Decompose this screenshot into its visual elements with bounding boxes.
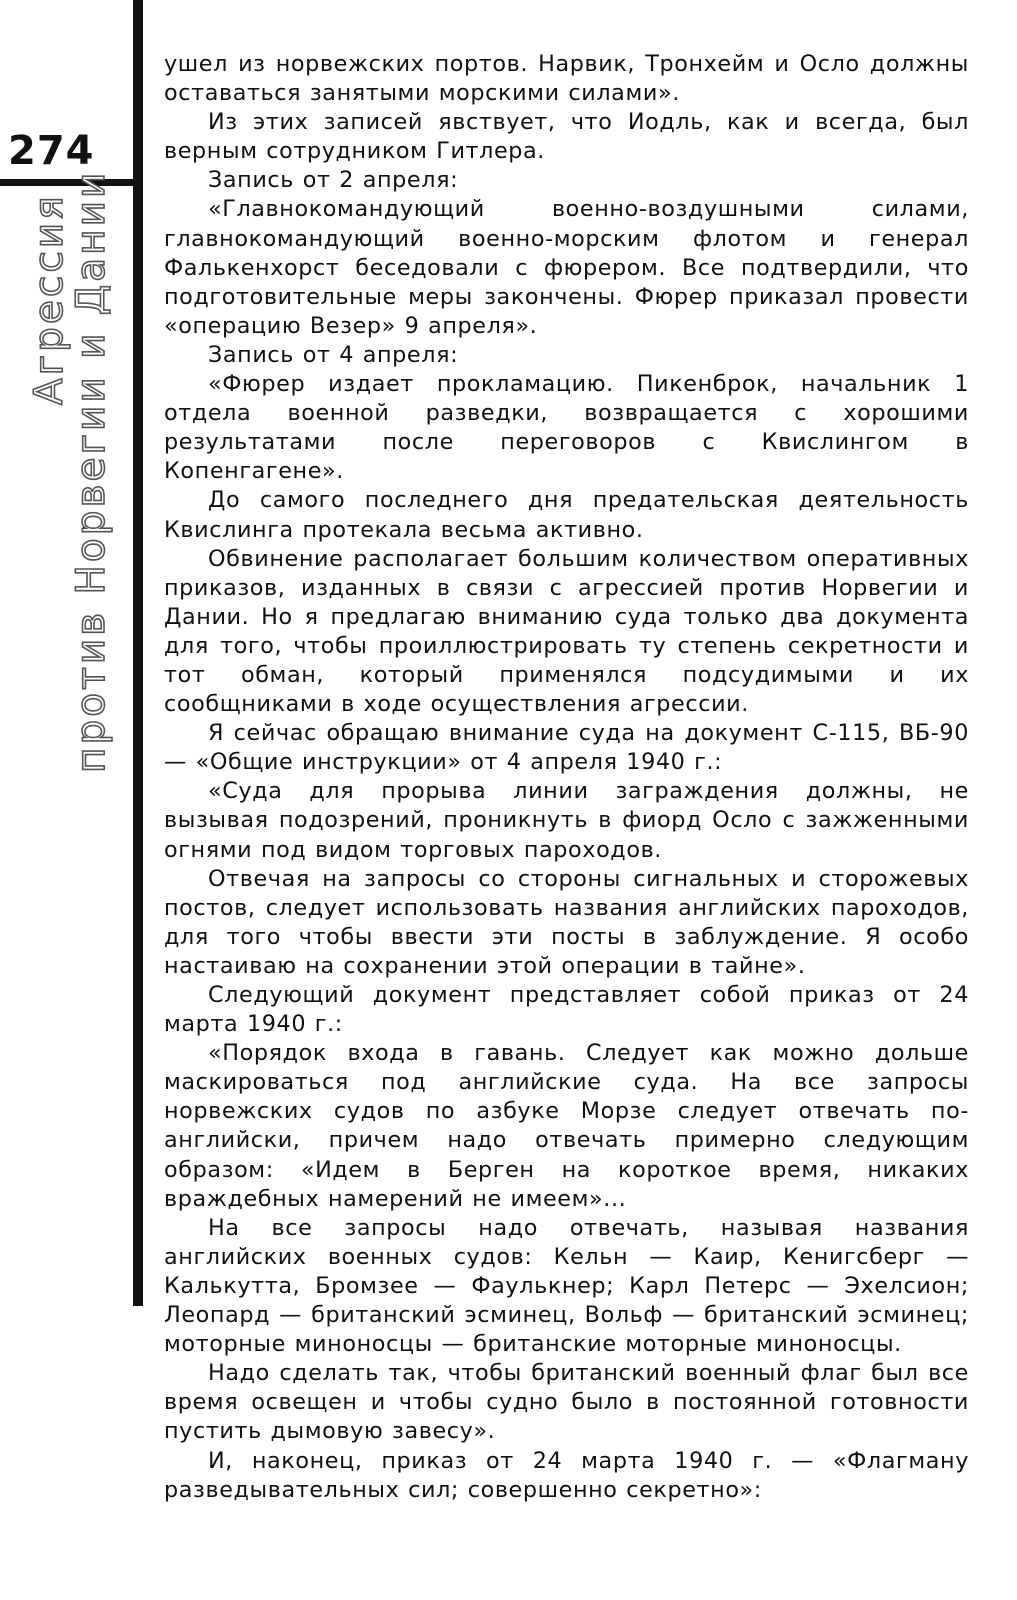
page-number: 274 — [8, 128, 95, 174]
paragraph: До самого последнего дня предательская деятельность Квислинга протекала весьма активно. — [164, 487, 969, 543]
running-head-line2: против Норвегии и Дании — [69, 169, 114, 773]
paragraph: «Фюрер издает прокламацию. Пикенброк, начальник 1 отдела военной разведки, возвращается с хорошими результатами после переговоров с Квислингом в Копенгагене». — [164, 371, 969, 485]
paragraph: «Порядок входа в гавань. Следует как можно дольше маскироваться под английские суда. На все запросы норвежских судов по азбуке Морзе следует отвечать по-английски, причем надо отвечать примерно следующим образом: «Идем в Берген на короткое время, никаких враждебных намерений не имеем»... — [164, 1040, 969, 1212]
body-text — [164, 50, 969, 1505]
paragraph: Из этих записей явствует, что Иодль, как и всегда, был верным сотрудником Гитлера. — [164, 109, 969, 165]
paragraph: Надо сделать так, чтобы британский военный флаг был все время освещен и чтобы судно было в постоянной готовности пустить дымовую завесу». — [164, 1360, 969, 1445]
paragraph: Я сейчас обращаю внимание суда на документ С-115, ВБ-90 — «Общие инструкции» от 4 апреля 1940 г.: — [164, 720, 969, 776]
paragraph: Следующий документ представляет собой приказ от 24 марта 1940 г.: — [164, 982, 969, 1038]
paragraph: И, наконец, приказ от 24 марта 1940 г. — «Флагману разведывательных сил; совершенно секретно»: — [164, 1447, 969, 1503]
paragraph: Запись от 2 апреля: — [208, 167, 459, 194]
paragraph: На все запросы надо отвечать, называя названия английских военных судов: Кельн — Каир, Кенигсберг — Калькутта, Бромзее — Фаулькнер; Карл Петерс — Эхелсион; Леопард — британский эсминец, Вольф — британский эсминец; моторные миноносцы — британские моторные миноносцы. — [164, 1214, 969, 1358]
paragraph: «Главнокомандующий военно-воздушными силами, главнокомандующий военно-морским флотом и генерал Фалькенхорст беседовали с фюрером. Все подтвердили, что подготовительные меры закончены. Фюрер приказал провести «операцию Везер» 9 апреля». — [164, 196, 969, 339]
paragraph: Обвинение располагает большим количеством оперативных приказов, изданных в связи с агрессией против Норвегии и Дании. Но я предлагаю вниманию суда только два документа для того, чтобы проиллюстрировать ту степень секретности и тот обман, который применялся подсудимыми и их сообщниками в ходе осуществления агрессии. — [164, 545, 969, 718]
paragraph: Запись от 4 апреля: — [208, 341, 459, 368]
running-head-line1: Агрессия — [27, 193, 72, 405]
paragraph: ушел из норвежских портов. Нарвик, Тронхейм и Осло должны оставаться занятыми морскими силами». — [164, 51, 969, 107]
paragraph: «Суда для прорыва линии заграждения должны, не вызывая подозрений, проникнуть в фиорд Осло с зажженными огнями под видом торговых пароходов. — [164, 778, 969, 863]
margin-vertical-rule — [133, 0, 143, 1306]
paragraph: Отвечая на запросы со стороны сигнальных и сторожевых постов, следует использовать названия английских пароходов, для того чтобы ввести эти посты в заблуждение. Я особо настаиваю на сохранении этой операции в тайне». — [164, 865, 969, 979]
